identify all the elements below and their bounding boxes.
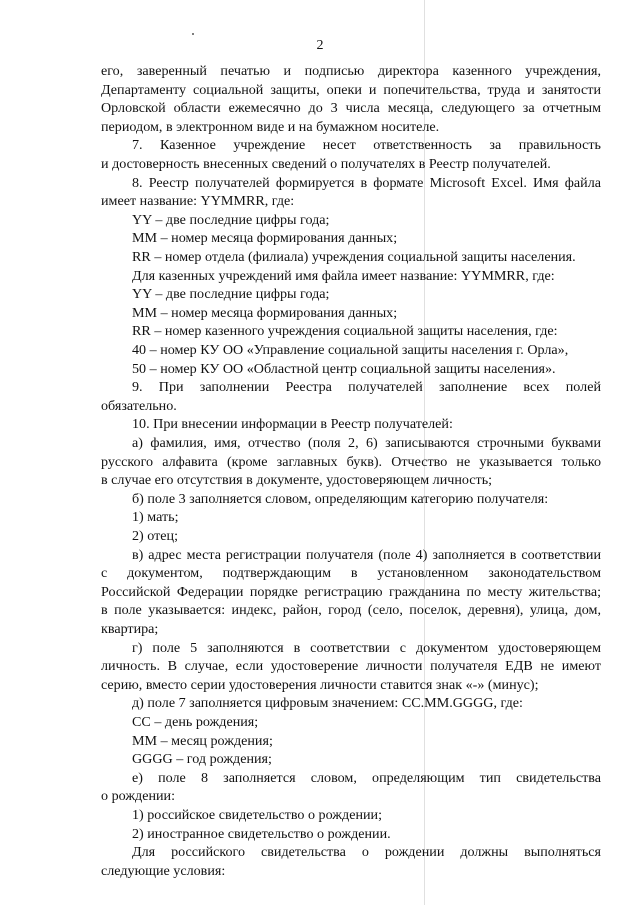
text-line: имеет название: YYMMRR, где:: [101, 193, 295, 210]
text-line: с документом, подтверждающим в установленном законодательством: [101, 565, 601, 582]
text-line: GGGG – год рождения;: [132, 751, 272, 768]
text-line: следующие условия:: [101, 862, 226, 879]
text-line: MM – месяц рождения;: [132, 732, 273, 749]
text-line: в случае его отсутствия в документе, удостоверяющем личность;: [101, 472, 493, 489]
text-line: 1) мать;: [132, 509, 179, 526]
text-line: квартира;: [101, 621, 159, 637]
text-line: 2) иностранное свидетельство о рождении.: [132, 825, 391, 842]
text-line: а) фамилия, имя, отчество (поля 2, 6) записываются строчными буквами: [132, 435, 601, 451]
text-line: г) поле 5 заполняются в соответствии с документом удостоверяющем: [132, 639, 601, 656]
text-line: Орловской области ежемесячно до 3 числа месяца, следующего за отчетным: [101, 100, 601, 117]
text-line: Департаменту социальной защиты, опеки и попечительства, труда и занятости: [101, 81, 601, 98]
text-line: MM – номер месяца формирования данных;: [132, 230, 398, 247]
text-line: о рождении:: [101, 788, 176, 805]
text-line: б) поле 3 заполняется словом, определяющим категорию получателя:: [132, 490, 549, 507]
text-line: YY – две последние цифры года;: [132, 286, 330, 303]
text-line: RR – номер отдела (филиала) учреждения социальной защиты населения.: [132, 249, 576, 265]
text-line: е) поле 8 заполняется словом, определяющим тип свидетельства: [132, 769, 601, 786]
text-line: 40 – номер КУ ОО «Управление социальной защиты населения г. Орла»,: [132, 342, 569, 358]
text-line: периодом, в электронном виде и на бумажном носителе.: [101, 118, 440, 135]
text-line: MM – номер месяца формирования данных;: [132, 304, 398, 321]
text-line: YY – две последние цифры года;: [132, 211, 330, 228]
text-line: Для российского свидетельства о рождении должны выполняться: [132, 844, 601, 861]
text-line: личность. В случае, если удостоверение личности получателя ЕДВ не имеют: [101, 658, 601, 675]
text-line: 9. При заполнении Реестра получателей заполнение всех полей: [132, 379, 601, 396]
text-line: и достоверность внесенных сведений о получателях в Реестр получателей.: [101, 156, 551, 172]
text-line: серию, вместо серии удостоверения личности ставится знак «-» (минус);: [101, 676, 539, 693]
text-line: 10. При внесении информации в Реестр получателей:: [132, 416, 453, 433]
text-line: CC – день рождения;: [132, 714, 259, 730]
text-line: обязательно.: [101, 397, 177, 414]
text-line: 2) отец;: [132, 528, 178, 544]
scan-speck: [192, 33, 194, 35]
text-line: д) поле 7 заполняется цифровым значением: CC.MM.GGGG, где:: [132, 695, 523, 712]
text-line: в поле указывается: индекс, район, город (село, поселок, деревня), улица, дом,: [101, 602, 601, 619]
text-line: 50 – номер КУ ОО «Областной центр социальной защиты населения».: [132, 360, 556, 377]
text-line: 1) российское свидетельство о рождении;: [132, 807, 383, 823]
text-line: 7. Казенное учреждение несет ответственность за правильность: [132, 137, 601, 154]
text-line: в) адрес места регистрации получателя (поле 4) заполняется в соответствии: [132, 546, 601, 563]
page-number: 2: [316, 38, 324, 53]
text-line: RR – номер казенного учреждения социальной защиты населения, где:: [132, 323, 558, 340]
text-line: 8. Реестр получателей формируется в формате Microsoft Excel. Имя файла: [132, 174, 601, 191]
text-line: его, заверенный печатью и подписью директора казенного учреждения,: [101, 63, 601, 79]
text-line: Для казенных учреждений имя файла имеет название: YYMMRR, где:: [132, 267, 555, 284]
text-line: Российской Федерации порядке регистрацию гражданина по месту жительства;: [101, 583, 601, 600]
text-line: русского алфавита (кроме заглавных букв). Отчество не указывается только: [101, 453, 601, 470]
